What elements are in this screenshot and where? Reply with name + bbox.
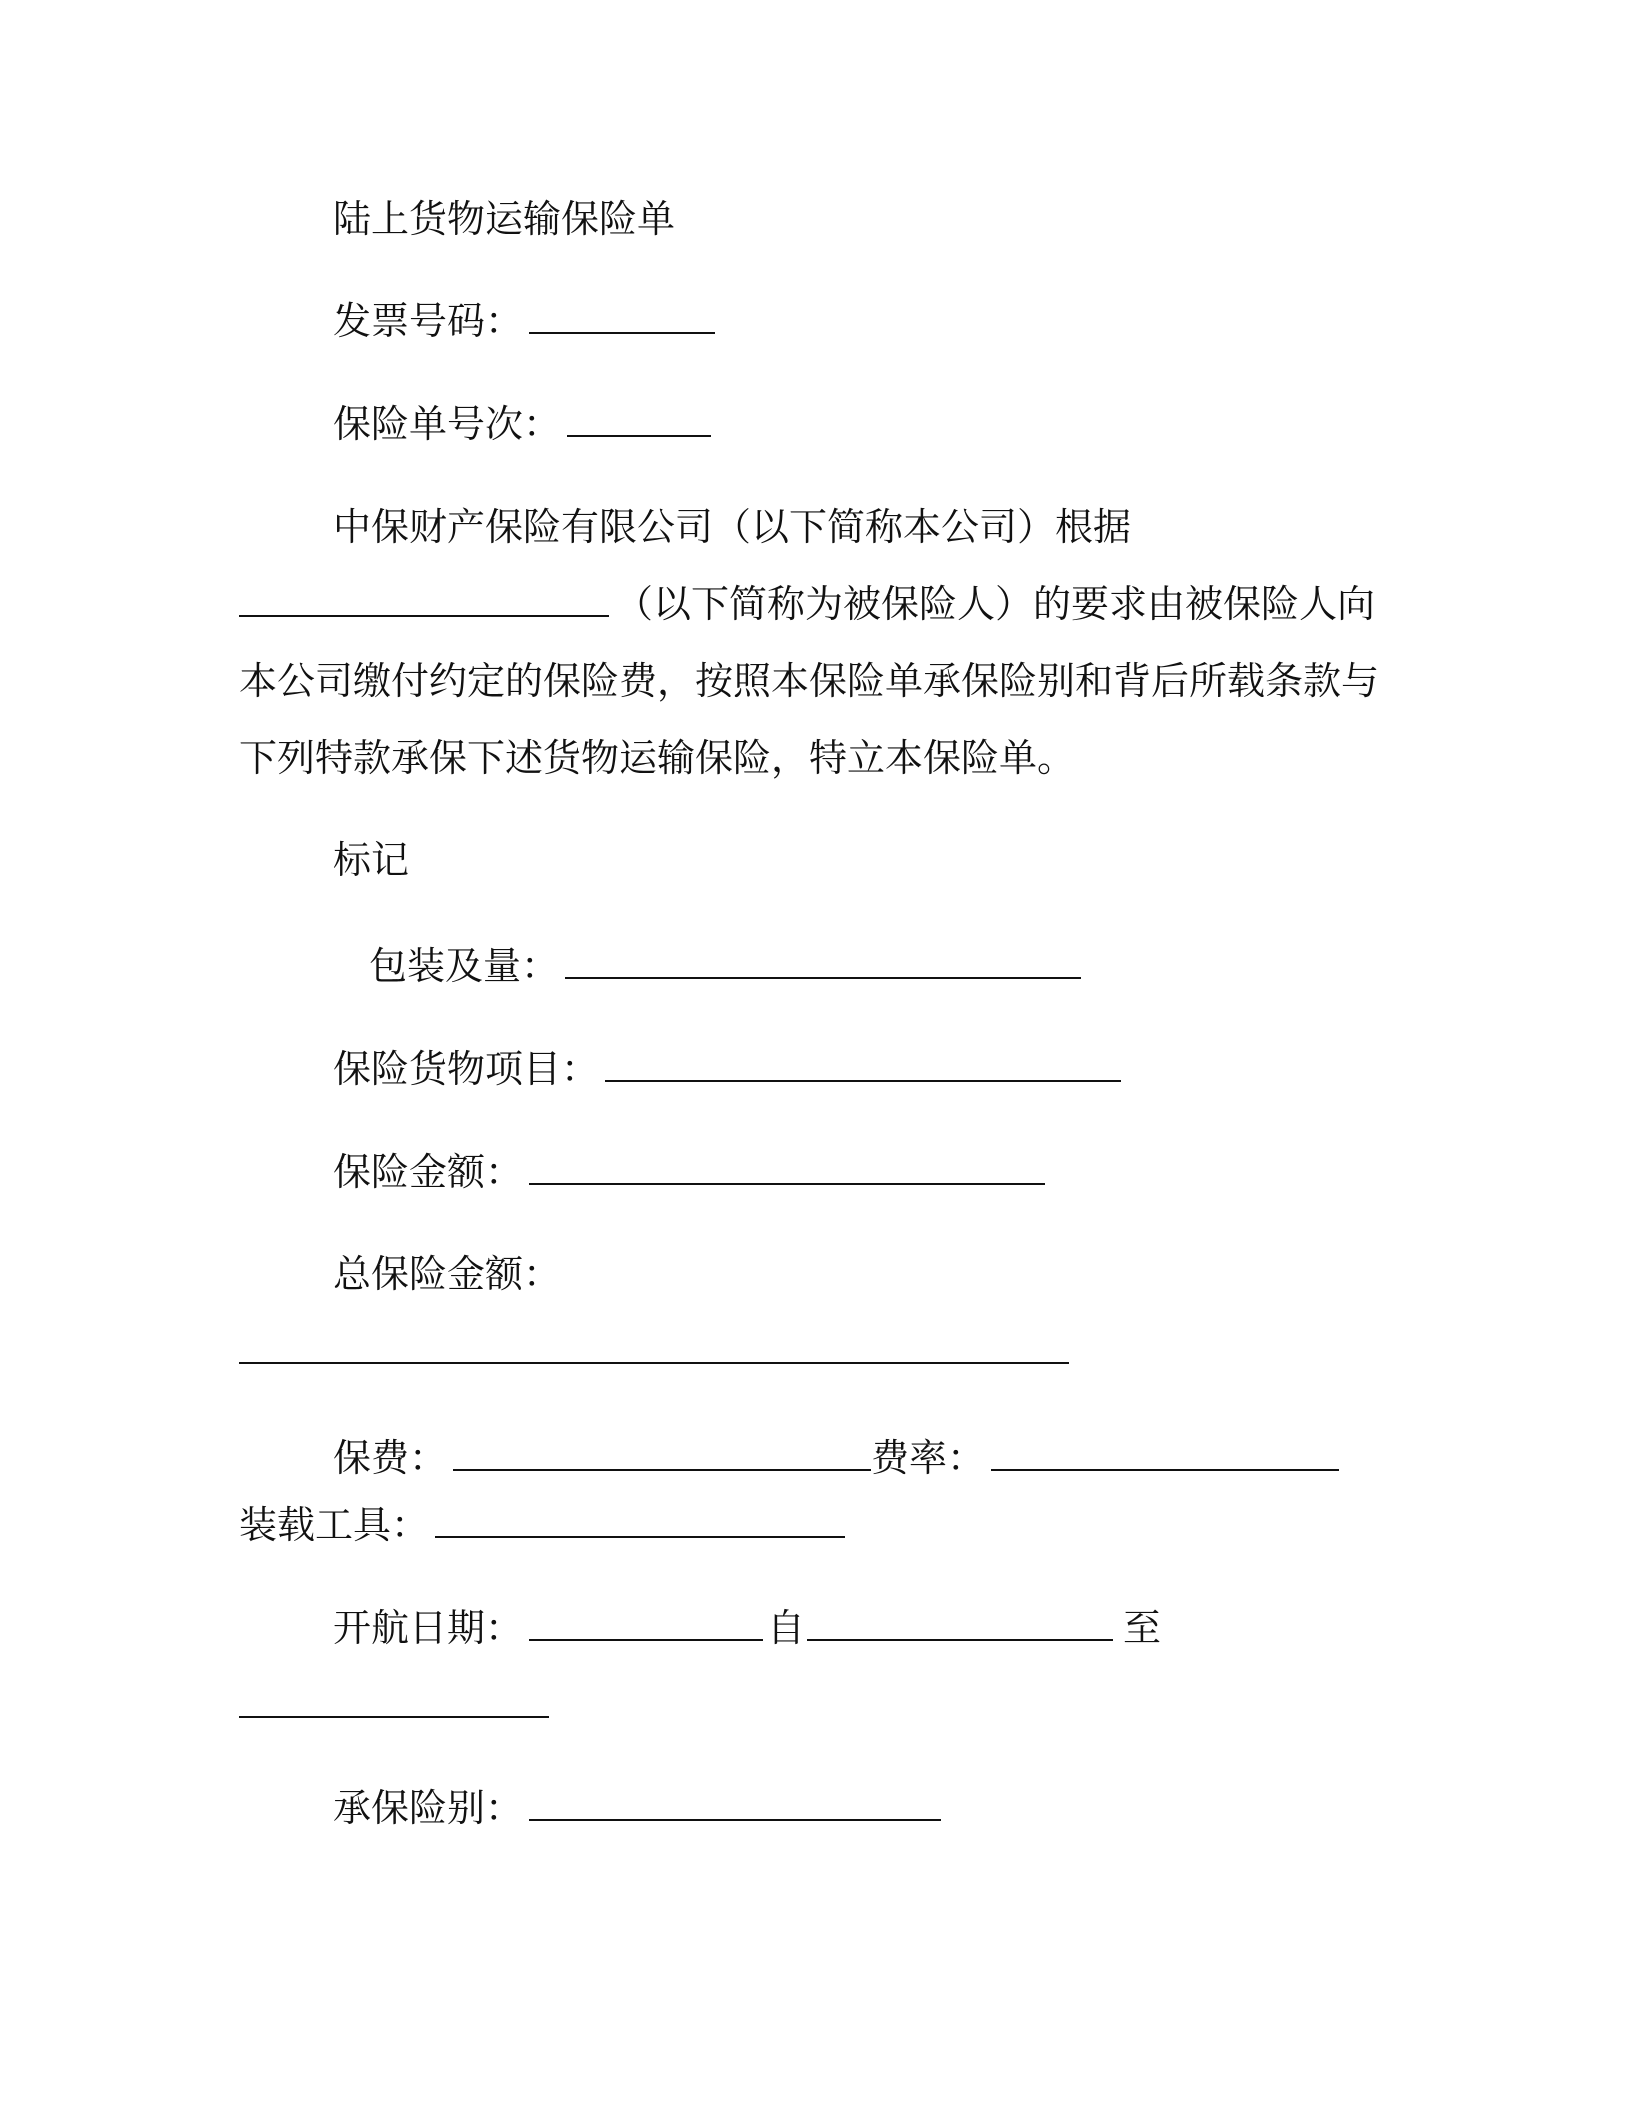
packing-row: [369, 941, 1081, 991]
to-field[interactable]: [239, 1680, 549, 1718]
packing-field[interactable]: [565, 941, 1081, 979]
goods-row: [333, 1044, 1121, 1094]
premium-label: 保费：: [333, 1436, 448, 1480]
paragraph-line-2: （以下简称为被保险人）的要求由被保险人向: [239, 579, 1375, 629]
invoice-number-row: [333, 296, 715, 346]
goods-label: 保险货物项目：: [333, 1047, 600, 1091]
premium-rate-row: [333, 1433, 1339, 1483]
departure-row: [333, 1603, 1161, 1653]
total-amount-field[interactable]: [239, 1326, 1069, 1364]
policy-number-field[interactable]: [567, 399, 711, 437]
policy-number-row: [333, 399, 711, 449]
marks-label: 标记: [333, 838, 410, 882]
rate-label: 费率：: [871, 1436, 986, 1480]
paragraph-line-1: 中保财产保险有限公司（以下简称本公司）根据: [333, 505, 1132, 549]
coverage-field[interactable]: [529, 1783, 941, 1821]
amount-field[interactable]: [529, 1147, 1045, 1185]
paragraph-line-3: 本公司缴付约定的保险费，按照本保险单承保险别和背后所载条款与: [239, 659, 1380, 703]
to-label: 至: [1123, 1606, 1162, 1650]
conveyance-label: 装载工具：: [239, 1503, 430, 1547]
document-title: 陆上货物运输保险单: [333, 197, 676, 241]
departure-label: 开航日期：: [333, 1606, 524, 1650]
total-amount-field-row: [239, 1326, 1069, 1376]
invoice-number-label: 发票号码：: [333, 299, 524, 343]
policy-number-label: 保险单号次：: [333, 402, 562, 446]
conveyance-row: [239, 1500, 845, 1550]
rate-field[interactable]: [991, 1433, 1339, 1471]
from-label: 自: [767, 1606, 806, 1650]
packing-label: 包装及量：: [369, 944, 560, 988]
total-amount-label: 总保险金额：: [333, 1252, 562, 1296]
from-field[interactable]: [807, 1603, 1113, 1641]
amount-label: 保险金额：: [333, 1150, 524, 1194]
amount-row: [333, 1147, 1045, 1197]
insured-name-field[interactable]: [239, 579, 609, 617]
goods-field[interactable]: [605, 1044, 1121, 1082]
paragraph-line-4: 下列特款承保下述货物运输保险，特立本保险单。: [239, 736, 1076, 780]
to-field-row: [239, 1680, 549, 1730]
premium-field[interactable]: [453, 1433, 871, 1471]
coverage-row: [333, 1783, 941, 1833]
coverage-label: 承保险别：: [333, 1786, 524, 1830]
invoice-number-field[interactable]: [529, 296, 715, 334]
total-amount-row: [333, 1249, 561, 1299]
departure-date-field[interactable]: [529, 1603, 763, 1641]
conveyance-field[interactable]: [435, 1500, 845, 1538]
